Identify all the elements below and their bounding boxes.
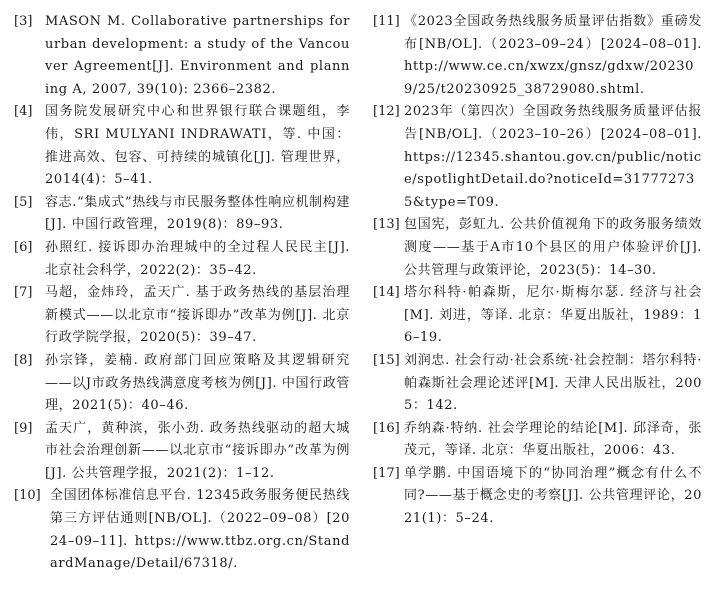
reference-text: 包国宪，彭虹九. 公共价值视角下的政务服务绩效测度——基于A市10个县区的用户体验评价[J]. 公共管理与政策评论，2023(5)：14–30.	[404, 217, 702, 278]
reference-text: 刘润忠. 社会行动·社会系统·社会控制：塔尔科特·帕森斯社会理论述评[M]. 天津人民出版社，2005：142.	[404, 352, 702, 414]
reference-text: 全国团体标准信息平台. 12345政务服务便民热线第三方评估通则[NB/OL].（2022–09–08）[2024–09–11]. https://www.ttbz.org.cn/StandardManage/Detail/67318/.	[50, 488, 350, 572]
reference-text: 塔尔科特·帕森斯，尼尔·斯梅尔瑟. 经济与社会[M]. 刘进，等译. 北京：华夏出版社，1989：16–19.	[404, 285, 702, 346]
reference-text: 孙照红. 接诉即办治理城中的全过程人民民主[J]. 北京社会科学，2022(2)：35–42.	[45, 239, 350, 278]
reference-number: [12]	[373, 104, 400, 120]
reference-number: [17]	[373, 465, 400, 481]
reference-item	[14, 192, 350, 237]
reference-number: [6]	[14, 239, 33, 255]
reference-text: 马超，金炜玲，孟天广. 基于政务热线的基层治理新模式——以北京市“接诉即办”改革为例[J]. 北京行政学院学报，2020(5)：39–47.	[45, 285, 350, 346]
reference-number: [13]	[373, 217, 400, 233]
left-column	[14, 11, 350, 576]
reference-text: 国务院发展研究中心和世界银行联合课题组，李伟，SRI MULYANI INDRAWATI，等. 中国：推进高效、包容、可持续的城镇化[J]. 管理世界，2014(4)：5–41.	[45, 104, 350, 188]
reference-item	[373, 11, 702, 101]
reference-text: 孟天广，黄种滨，张小劲. 政务热线驱动的超大城市社会治理创新——以北京市“接诉即办”改革为例[J]. 公共管理学报，2021(2)：1–12.	[45, 420, 350, 481]
reference-number: [14]	[373, 285, 400, 301]
reference-number: [4]	[14, 104, 33, 120]
reference-item	[14, 11, 350, 101]
reference-item	[373, 418, 702, 463]
reference-number: [5]	[14, 194, 33, 210]
reference-item	[373, 101, 702, 214]
reference-item	[14, 101, 350, 191]
reference-text: 2023年（第四次）全国政务热线服务质量评估报告[NB/OL].（2023–10–26）[2024–08–01]. https://12345.shantou.gov.cn/public/notice/spotlightDetail.do?noticeId=317772735&type=T09.	[404, 104, 702, 210]
reference-number: [3]	[14, 14, 33, 29]
reference-text: 《2023全国政务热线服务质量评估指数》重磅发布[NB/OL].（2023–09–24）[2024–08–01]. http://www.ce.cn/xwzx/gnsz/gdxw/202309/25/t20230925_38729080.shtml.	[404, 14, 702, 97]
reference-text: 乔纳森·特纳. 社会学理论的结论[M]. 邱泽奇，张茂元，等译. 北京：华夏出版社，2006：43.	[404, 420, 702, 459]
reference-item	[373, 214, 702, 282]
reference-number: [10]	[14, 488, 41, 504]
reference-text: 单学鹏. 中国语境下的“协同治理”概念有什么不同?——基于概念史的考察[J]. 公共管理评论，2021(1)：5–24.	[404, 465, 702, 527]
reference-number: [8]	[14, 352, 33, 368]
right-column	[373, 11, 702, 531]
reference-item	[14, 237, 350, 282]
reference-item	[373, 463, 702, 531]
reference-number: [9]	[14, 420, 33, 436]
reference-text: 容志.“集成式”热线与市民服务整体性响应机制构建[J]. 中国行政管理，2019(8)：89–93.	[45, 194, 350, 233]
reference-item	[14, 350, 350, 418]
reference-number: [7]	[14, 285, 33, 301]
reference-text: MASON M. Collaborative partnerships for urban development: a study of the Vancouver Agreement[J]. Environment and planning A, 2007, 39(10): 2366–2382.	[45, 14, 350, 97]
reference-item	[373, 282, 702, 350]
reference-item	[14, 282, 350, 350]
reference-number: [16]	[373, 420, 400, 436]
reference-item	[373, 350, 702, 418]
reference-item	[14, 418, 350, 486]
reference-item	[14, 485, 350, 575]
reference-number: [15]	[373, 352, 400, 368]
reference-number: [11]	[373, 14, 400, 29]
reference-text: 孙宗锋，姜楠. 政府部门回应策略及其逻辑研究——以J市政务热线满意度考核为例[J]. 中国行政管理，2021(5)：40–46.	[45, 352, 350, 414]
